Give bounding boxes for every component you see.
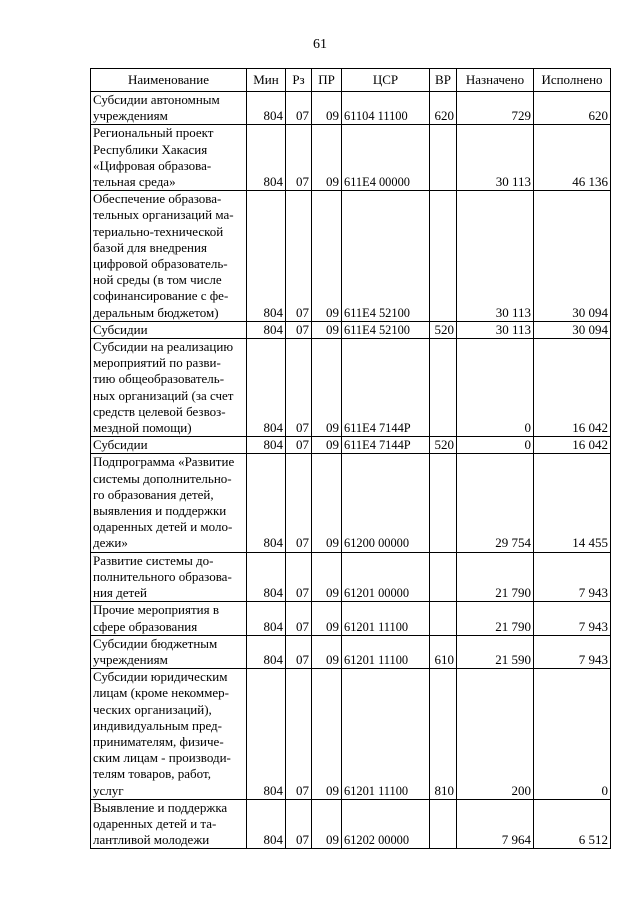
cell-vr: 520 xyxy=(430,321,457,338)
header-csr: ЦСР xyxy=(342,69,430,92)
cell-min: 804 xyxy=(247,92,286,125)
cell-vr xyxy=(430,454,457,552)
cell-vr: 610 xyxy=(430,635,457,668)
cell-name: Подпрограмма «Развитие системы дополнительно- го образования детей, выявления и поддержки одаренных детей и моло- дежи» xyxy=(91,454,247,552)
cell-rz: 07 xyxy=(286,125,312,191)
cell-rz: 07 xyxy=(286,669,312,800)
table-row xyxy=(91,437,611,454)
cell-executed: 0 xyxy=(534,669,611,800)
cell-executed: 6 512 xyxy=(534,799,611,849)
header-executed: Исполнено xyxy=(534,69,611,92)
table-row xyxy=(91,799,611,849)
cell-pr: 09 xyxy=(312,454,342,552)
table-row xyxy=(91,602,611,635)
cell-pr: 09 xyxy=(312,552,342,602)
cell-min: 804 xyxy=(247,321,286,338)
table-row xyxy=(91,635,611,668)
cell-name: Выявление и поддержка одаренных детей и та- лантливой молодежи xyxy=(91,799,247,849)
cell-name: Субсидии автономным учреждениям xyxy=(91,92,247,125)
budget-table xyxy=(90,68,611,849)
header-vr: ВР xyxy=(430,69,457,92)
table-row xyxy=(91,321,611,338)
cell-vr: 810 xyxy=(430,669,457,800)
cell-rz: 07 xyxy=(286,552,312,602)
cell-rz: 07 xyxy=(286,437,312,454)
cell-executed: 16 042 xyxy=(534,437,611,454)
cell-csr: 61202 00000 xyxy=(342,799,430,849)
cell-executed: 7 943 xyxy=(534,552,611,602)
cell-assigned: 729 xyxy=(457,92,534,125)
table-row xyxy=(91,125,611,191)
table-header-row xyxy=(91,69,611,92)
cell-executed: 30 094 xyxy=(534,321,611,338)
cell-assigned: 30 113 xyxy=(457,191,534,322)
cell-pr: 09 xyxy=(312,635,342,668)
cell-rz: 07 xyxy=(286,799,312,849)
table-row xyxy=(91,92,611,125)
page-number: 61 xyxy=(313,37,327,52)
cell-csr: 61201 00000 xyxy=(342,552,430,602)
cell-vr xyxy=(430,799,457,849)
cell-rz: 07 xyxy=(286,454,312,552)
table-row xyxy=(91,669,611,800)
cell-executed: 620 xyxy=(534,92,611,125)
cell-min: 804 xyxy=(247,437,286,454)
cell-executed: 14 455 xyxy=(534,454,611,552)
cell-assigned: 29 754 xyxy=(457,454,534,552)
cell-csr: 611E4 7144Р xyxy=(342,437,430,454)
cell-name: Развитие системы до- полнительного образова- ния детей xyxy=(91,552,247,602)
header-pr: ПР xyxy=(312,69,342,92)
cell-csr: 61201 11100 xyxy=(342,635,430,668)
cell-assigned: 21 790 xyxy=(457,602,534,635)
cell-min: 804 xyxy=(247,454,286,552)
cell-name: Обеспечение образова- тельных организаций ма- териально-технической базой для внедрения цифровой образователь- ной среды (в том числе софинансирование с фе- деральным бюджетом) xyxy=(91,191,247,322)
cell-rz: 07 xyxy=(286,321,312,338)
cell-min: 804 xyxy=(247,669,286,800)
cell-pr: 09 xyxy=(312,125,342,191)
cell-executed: 16 042 xyxy=(534,339,611,437)
cell-csr: 611E4 7144Р xyxy=(342,339,430,437)
cell-pr: 09 xyxy=(312,437,342,454)
table-row xyxy=(91,191,611,322)
cell-vr xyxy=(430,125,457,191)
cell-assigned: 21 590 xyxy=(457,635,534,668)
cell-min: 804 xyxy=(247,635,286,668)
cell-vr: 520 xyxy=(430,437,457,454)
cell-vr xyxy=(430,191,457,322)
cell-rz: 07 xyxy=(286,191,312,322)
cell-csr: 611E4 52100 xyxy=(342,191,430,322)
cell-executed: 7 943 xyxy=(534,602,611,635)
cell-csr: 611E4 52100 xyxy=(342,321,430,338)
cell-assigned: 30 113 xyxy=(457,321,534,338)
cell-pr: 09 xyxy=(312,339,342,437)
table-row xyxy=(91,339,611,437)
cell-pr: 09 xyxy=(312,321,342,338)
cell-rz: 07 xyxy=(286,92,312,125)
cell-min: 804 xyxy=(247,799,286,849)
cell-vr: 620 xyxy=(430,92,457,125)
cell-min: 804 xyxy=(247,602,286,635)
cell-min: 804 xyxy=(247,552,286,602)
cell-name: Субсидии бюджетным учреждениям xyxy=(91,635,247,668)
cell-min: 804 xyxy=(247,125,286,191)
cell-pr: 09 xyxy=(312,191,342,322)
cell-csr: 61201 11100 xyxy=(342,669,430,800)
cell-rz: 07 xyxy=(286,339,312,437)
cell-min: 804 xyxy=(247,339,286,437)
cell-csr: 611E4 00000 xyxy=(342,125,430,191)
cell-csr: 61104 11100 xyxy=(342,92,430,125)
cell-name: Субсидии xyxy=(91,321,247,338)
cell-assigned: 200 xyxy=(457,669,534,800)
cell-vr xyxy=(430,339,457,437)
header-min: Мин xyxy=(247,69,286,92)
cell-executed: 46 136 xyxy=(534,125,611,191)
cell-vr xyxy=(430,552,457,602)
header-assigned: Назначено xyxy=(457,69,534,92)
header-name: Наименование xyxy=(91,69,247,92)
cell-min: 804 xyxy=(247,191,286,322)
cell-csr: 61200 00000 xyxy=(342,454,430,552)
cell-pr: 09 xyxy=(312,669,342,800)
cell-rz: 07 xyxy=(286,635,312,668)
cell-assigned: 0 xyxy=(457,339,534,437)
cell-pr: 09 xyxy=(312,92,342,125)
cell-assigned: 30 113 xyxy=(457,125,534,191)
cell-assigned: 0 xyxy=(457,437,534,454)
cell-rz: 07 xyxy=(286,602,312,635)
cell-name: Субсидии юридическим лицам (кроме некоммер- ческих организаций), индивидуальным пред- принимателям, физиче- ским лицам - производи- телям товаров, работ, услуг xyxy=(91,669,247,800)
cell-csr: 61201 11100 xyxy=(342,602,430,635)
cell-vr xyxy=(430,602,457,635)
cell-assigned: 7 964 xyxy=(457,799,534,849)
table-body xyxy=(91,92,611,849)
cell-name: Региональный проект Республики Хакасия «Цифровая образова- тельная среда» xyxy=(91,125,247,191)
cell-pr: 09 xyxy=(312,799,342,849)
cell-executed: 7 943 xyxy=(534,635,611,668)
cell-assigned: 21 790 xyxy=(457,552,534,602)
cell-pr: 09 xyxy=(312,602,342,635)
table-row xyxy=(91,454,611,552)
cell-name: Субсидии xyxy=(91,437,247,454)
cell-executed: 30 094 xyxy=(534,191,611,322)
cell-name: Субсидии на реализацию мероприятий по разви- тию общеобразователь- ных организаций (за счет средств целевой безвоз- мездной помощи) xyxy=(91,339,247,437)
table-row xyxy=(91,552,611,602)
header-rz: Рз xyxy=(286,69,312,92)
cell-name: Прочие мероприятия в сфере образования xyxy=(91,602,247,635)
